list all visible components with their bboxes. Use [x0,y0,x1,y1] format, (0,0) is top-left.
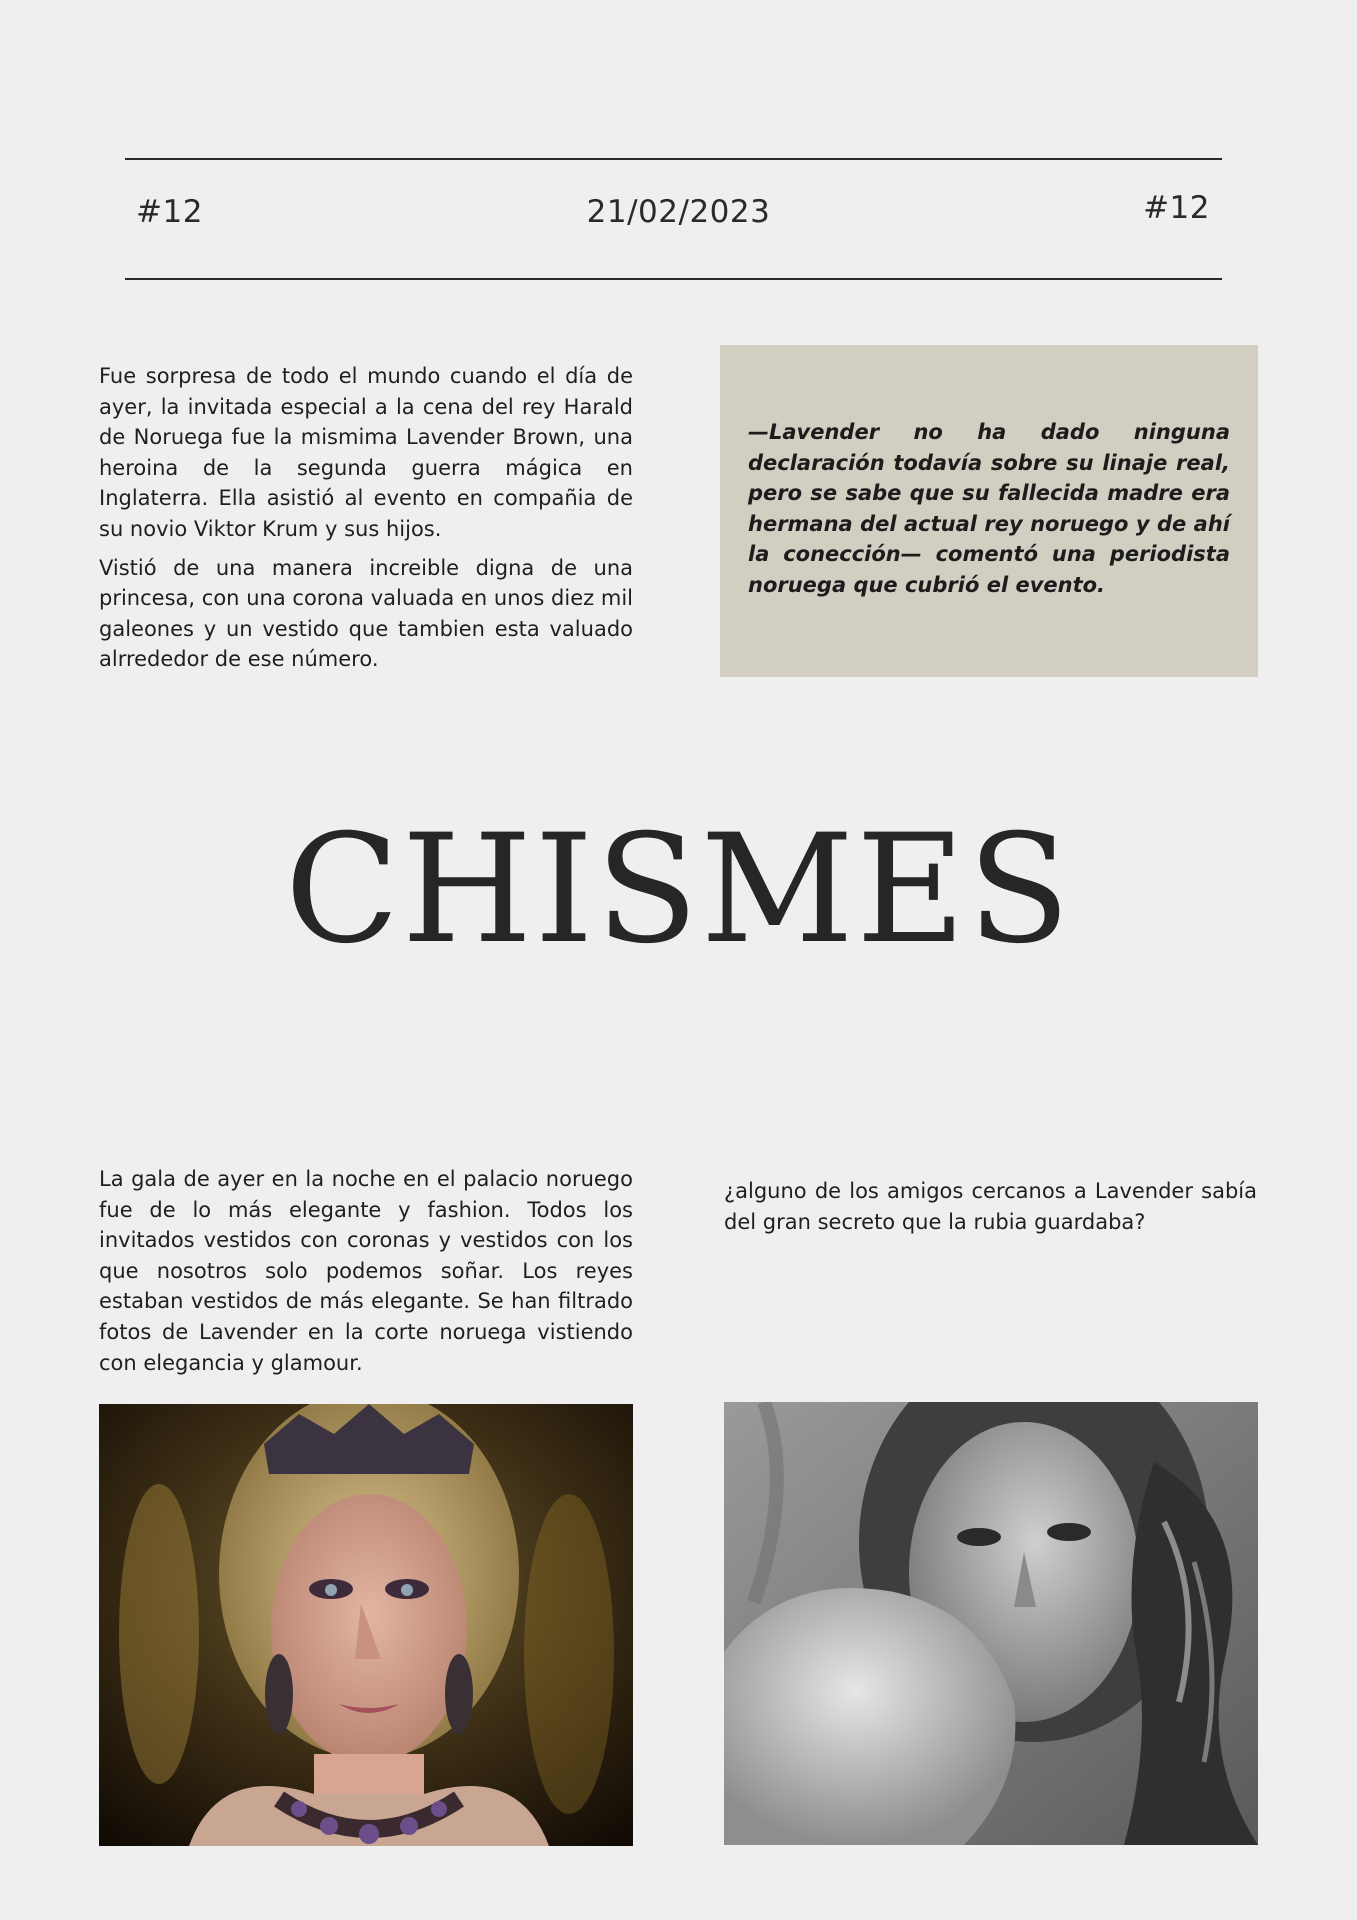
issue-number-right: #12 [1143,190,1210,226]
quote-text: —Lavender no ha dado ninguna declaración todavía sobre su linaje real, pero se sabe que su fallecida madre era hermana del actual rey noruego y de ahí la conección— comentó una periodista noruega que cubrió el evento. [748,420,1230,597]
article-top-paragraph-2: Vistió de una manera increible digna de una princesa, con una corona valuada en unos diez mil galeones y un vestido que tambien esta valuado alrrededor de ese número. [99,555,633,672]
article-bottom [99,1164,633,1386]
article-top-paragraph-1: Fue sorpresa de todo el mundo cuando el día de ayer, la invitada especial a la cena del rey Harald de Noruega fue la mismima Lavender Brown, una heroina de la segunda guerra mágica en Inglaterra. Ella asistió al evento en compañia de su novio Viktor Krum y sus hijos. [99,364,633,541]
quote-box [720,345,1258,677]
masthead-title: CHISMES [284,803,1073,977]
issue-date: 21/02/2023 [586,194,771,230]
bottom-rule [125,278,1222,280]
question-paragraph: ¿alguno de los amigos cercanos a Lavender sabía del gran secreto que la rubia guardaba? [724,1179,1257,1234]
issue-number-left: #12 [136,194,203,230]
photo-queen [99,1404,633,1846]
article-top [99,361,633,683]
photo-portrait-bw [724,1402,1258,1845]
question-text [724,1176,1257,1245]
top-rule [125,158,1222,160]
article-bottom-paragraph: La gala de ayer en la noche en el palacio noruego fue de lo más elegante y fashion. Todos los invitados vestidos con coronas y vestidos con los que nosotros solo podemos soñar. Los reyes estaban vestidos de más elegante. Se han filtrado fotos de Lavender en la corte noruega vistiendo con elegancia y glamour. [99,1167,633,1375]
